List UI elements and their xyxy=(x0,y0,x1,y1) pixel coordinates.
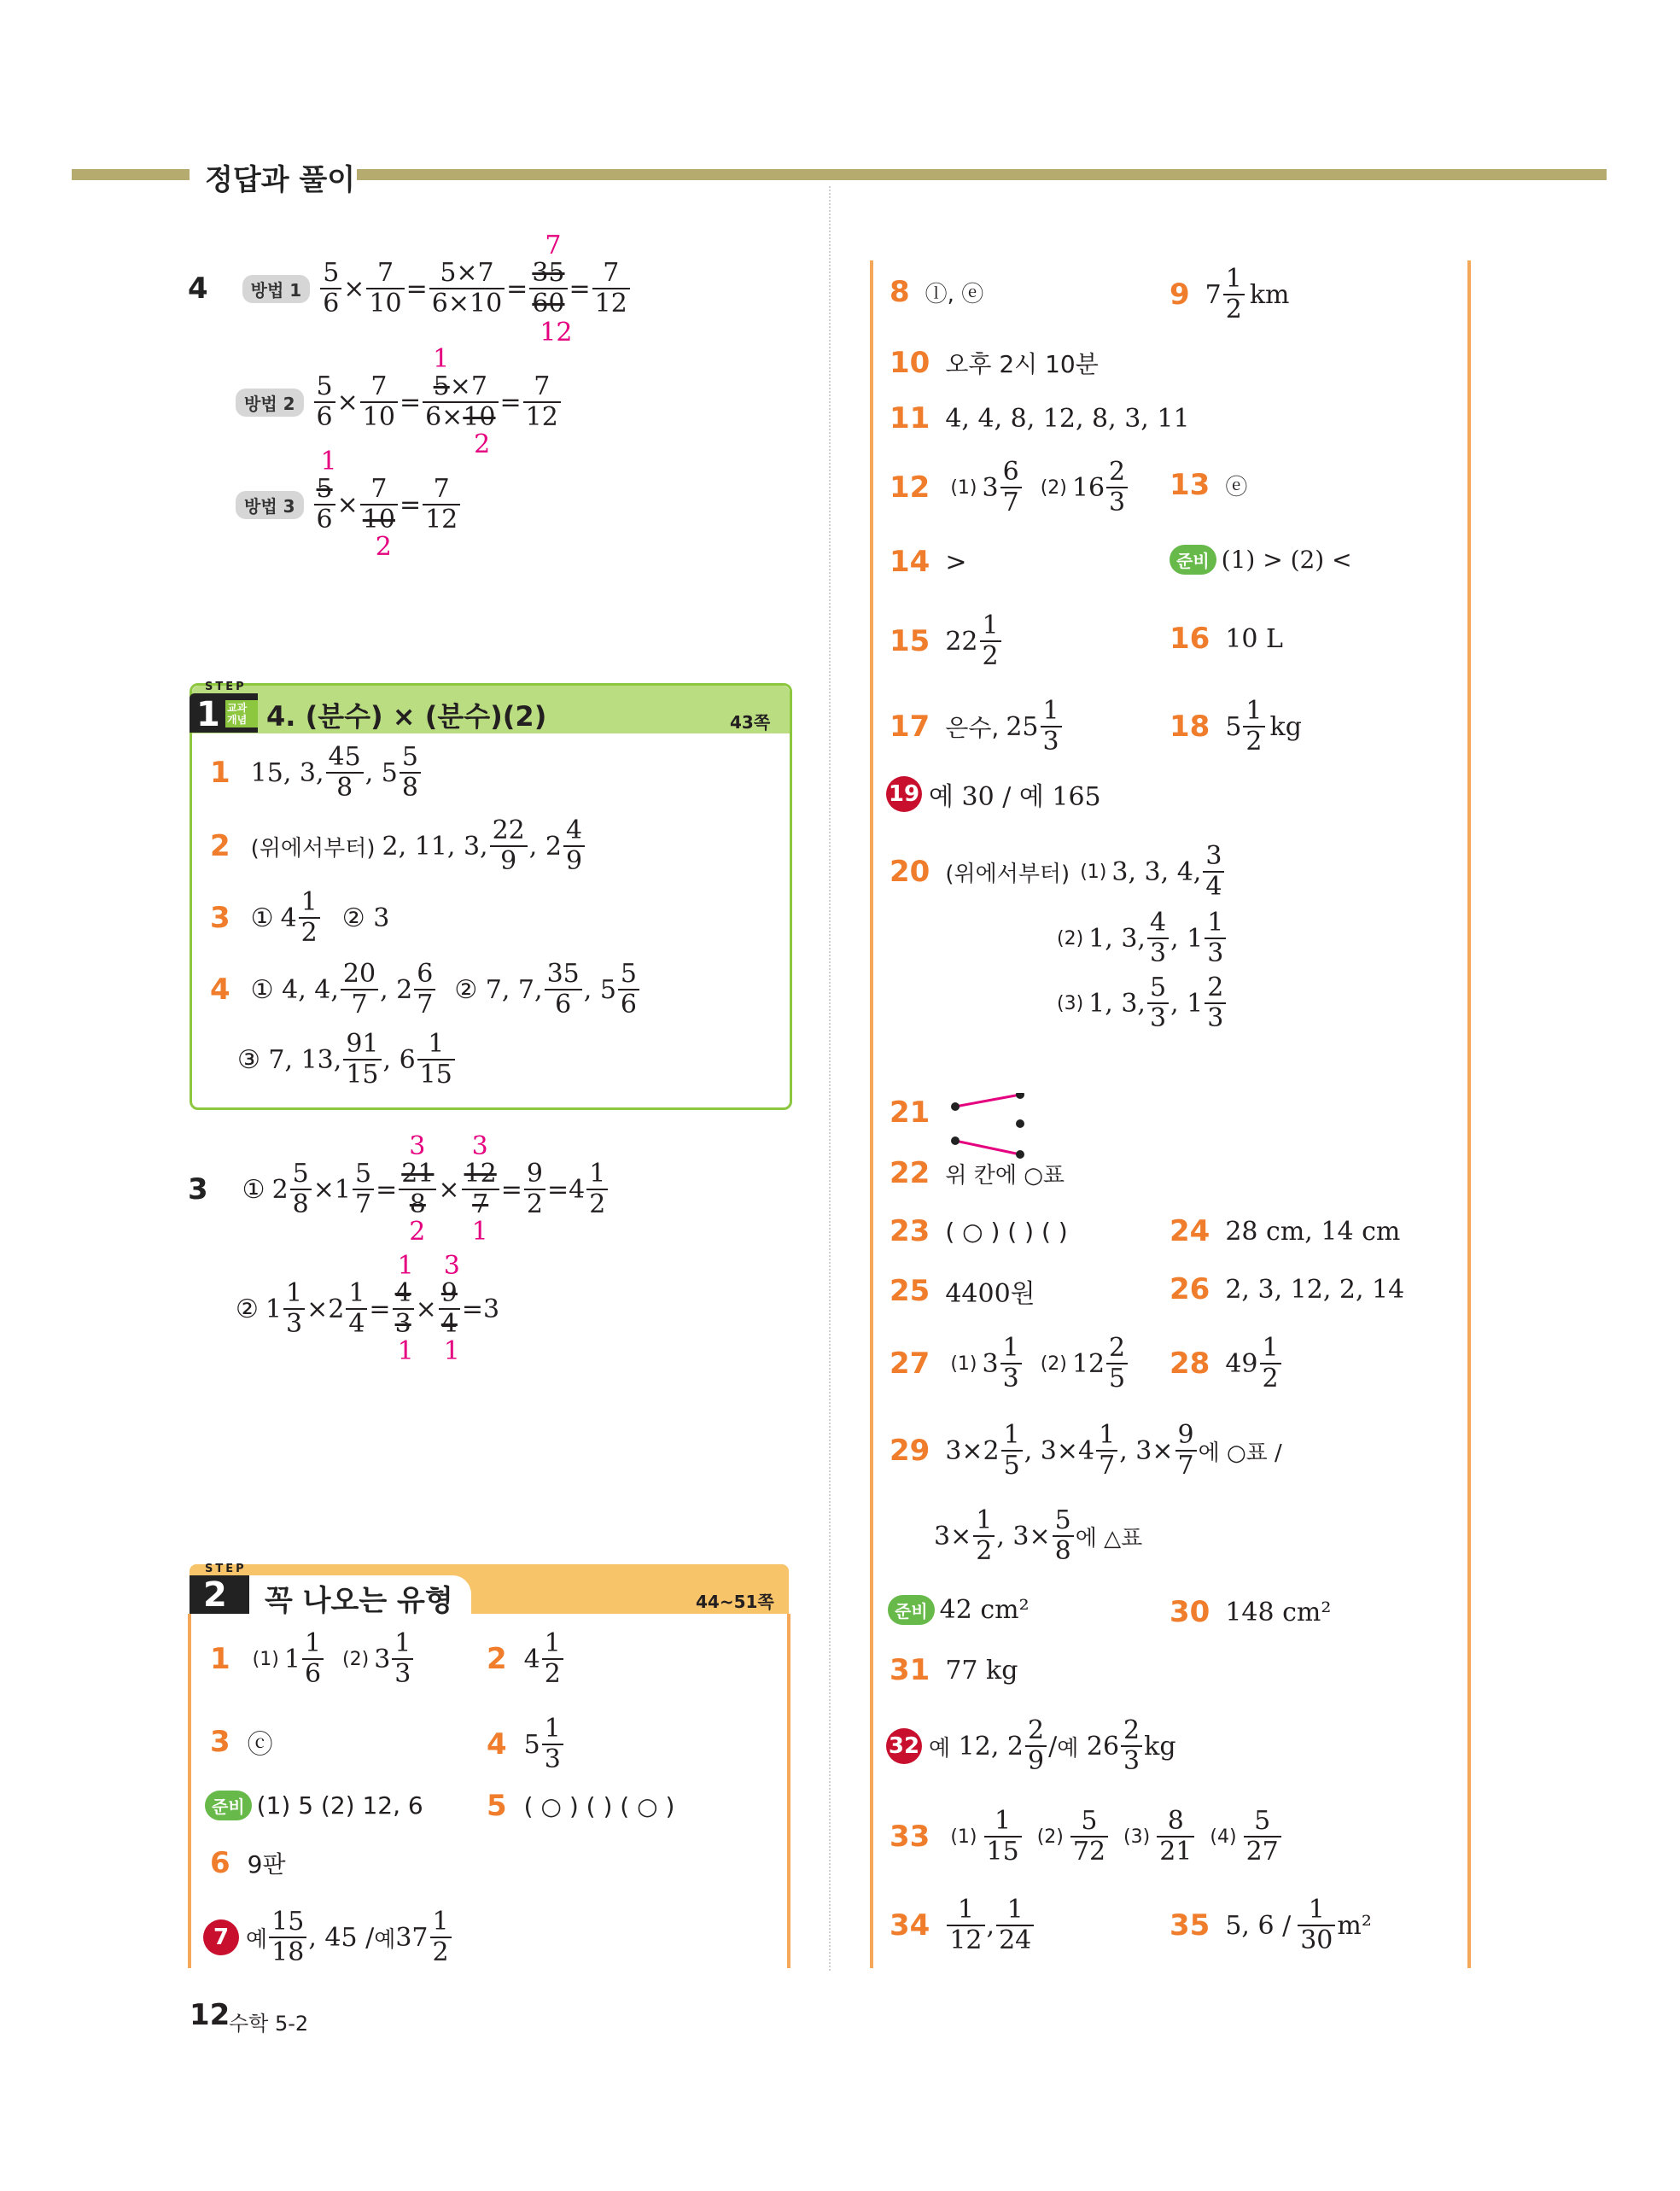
r-item28: 28 49 $\frac{1}{2}$ xyxy=(1170,1335,1283,1392)
b1-num1: 1 xyxy=(210,756,230,790)
r-item13: 13 ⓔ xyxy=(1170,468,1248,502)
r-item16: 16 10 L xyxy=(1170,622,1283,656)
r-item20-1: 20 (위에서부터) (1) 3, 3, 4, $\frac{3}{4}$ xyxy=(890,844,1226,900)
q3-line2: ② 1 $\frac{1}{3}$ ×2 $\frac{1}{4}$ = 1 4 3 1 × 3 9 4 1 =3 xyxy=(236,1251,500,1366)
step1-tag: 교과개념 xyxy=(225,700,258,727)
b1-a2-prefix: (위에서부터) xyxy=(250,835,376,862)
r-item31: 31 77 kg xyxy=(890,1653,1018,1687)
b2-num6: 6 xyxy=(210,1846,230,1880)
r-a22: 위 칸에 ○표 xyxy=(945,1162,1065,1189)
r-junbi14: 준비 (1) > (2) < xyxy=(1170,545,1352,575)
r-a24: 28 cm, 14 cm xyxy=(1225,1216,1401,1247)
r-a29-tail: 에 ○표 / xyxy=(1198,1440,1282,1466)
b2-num7-badge: 7 xyxy=(203,1919,239,1955)
r-item10: 10 오후 2시 10분 xyxy=(890,346,1099,380)
r-a29b-tail: 에 △표 xyxy=(1075,1525,1143,1551)
r-junbi30-answer: 42 cm² xyxy=(939,1595,1030,1625)
b2-item2: 2 4 $\frac{1}{2}$ xyxy=(487,1631,565,1687)
r-junbi30: 준비 42 cm² xyxy=(888,1595,1030,1625)
box1-item4: 4 ① 4, 4, $\frac{20}{7}$ , 2 $\frac{6}{7}$ ② 7, 7, $\frac{35}{6}$ , 5 $\frac{5}{6}$ xyxy=(210,961,641,1018)
r-item22: 22 위 칸에 ○표 xyxy=(890,1156,1065,1190)
step1-page: 43쪽 xyxy=(730,712,771,733)
header-bar-right xyxy=(357,169,1607,180)
box1-item4b: ③ 7, 13, $\frac{91}{15}$ , 6 $\frac{1}{15}$ xyxy=(237,1031,457,1088)
box1-item2: 2 (위에서부터) 2, 11, 3, $\frac{22}{9}$ , 2 $\frac{4}{9}$ xyxy=(210,818,586,874)
b1-a3-circle2: ② 3 xyxy=(341,903,390,933)
b2-item4: 4 5 $\frac{1}{3}$ xyxy=(487,1716,565,1773)
r-item24: 24 28 cm, 14 cm xyxy=(1170,1214,1401,1248)
r-item21: 21 xyxy=(890,1055,1039,1170)
b2-a6: 9판 xyxy=(247,1850,286,1878)
r-a30: 148 cm² xyxy=(1225,1597,1332,1627)
b1-num4: 4 xyxy=(210,973,230,1007)
r-a26: 2, 3, 12, 2, 14 xyxy=(1225,1274,1405,1305)
r-a19: 예 30 / 예 165 xyxy=(929,782,1101,812)
b2-num5: 5 xyxy=(487,1789,507,1823)
step2-left-line xyxy=(188,1614,191,1968)
r-a17-prefix: 은수, xyxy=(945,714,1000,742)
b2-num4: 4 xyxy=(487,1727,507,1762)
q3-line1: 3 ① 2 $\frac{5}{8}$ ×1 $\frac{5}{7}$ = 3 21 8 2 × 3 12 7 1 = $\frac{9}{2}$ =4 $\frac{1}{2}$ xyxy=(188,1161,610,1218)
b2-num3: 3 xyxy=(210,1725,230,1759)
b2-item3 xyxy=(210,1723,273,1761)
unit-km: km xyxy=(1249,279,1290,310)
example-mark: 예 xyxy=(246,1926,268,1953)
step2-badge xyxy=(190,1575,471,1618)
b1-a4-part3: ③ 7, 13, xyxy=(237,1044,342,1075)
r-a25: 4400원 xyxy=(945,1279,1035,1309)
step1-title: 4. (분수) × (분수)(2) xyxy=(266,700,547,733)
q4-number: 4 xyxy=(188,272,208,306)
step2-title: 꼭 나오는 유형 xyxy=(265,1584,453,1618)
b2-item7: 7 예 $\frac{15}{18}$ , 45 / 예 37 $\frac{1}{2}$ xyxy=(203,1909,453,1966)
r-item32: 32 예 12, 2 $\frac{2}{9}$ / 예 26 $\frac{2}{3}$ kg xyxy=(886,1718,1176,1774)
r-item8: 8 ⓛ, ⓔ xyxy=(890,275,984,309)
r-item33: 33 (1) $\frac{1}{15}$ (2) $\frac{5}{72}$ (3) $\frac{8}{21}$ (4) $\frac{5}{27}$ xyxy=(890,1808,1283,1865)
r-item23: 23 ( ○ ) ( ) ( ) xyxy=(890,1214,1068,1248)
r-a8: ⓛ, ⓔ xyxy=(925,281,984,307)
method3-pill: 방법 3 xyxy=(236,491,304,519)
r-item25: 25 4400원 xyxy=(890,1274,1035,1309)
step2-number: 2 xyxy=(203,1575,227,1615)
r-item19: 19 예 30 / 예 165 xyxy=(886,775,1101,813)
b1-a4-part1: ① 4, 4, xyxy=(250,974,339,1005)
step2-right-line xyxy=(787,1614,790,1968)
r-a14: > xyxy=(945,546,967,577)
r-item29a: 29 3×2 $\frac{1}{5}$ , 3×4 $\frac{1}{7}$ , 3× $\frac{9}{7}$ 에 ○표 / xyxy=(890,1420,1282,1481)
r-item35: 35 5, 6 / $\frac{1}{30}$ m² xyxy=(1170,1895,1372,1955)
r-a16: 10 L xyxy=(1225,623,1283,654)
footer-page-number: 12 xyxy=(190,1998,230,2032)
unit-m2: m² xyxy=(1337,1910,1372,1941)
step1-number: 1 xyxy=(196,695,220,734)
r-item9: 9 7 $\frac{1}{2}$ km xyxy=(1170,264,1290,324)
r-item29b: 3× $\frac{1}{2}$ , 3× $\frac{5}{8}$ 에 △표 xyxy=(934,1505,1143,1566)
q4-method2: 방법 2 $\frac{5}{6}$ × $\frac{7}{10}$ = 1 5×7 6×10 2 = $\frac{7}{12}$ xyxy=(236,374,563,430)
r-a11: 4, 4, 8, 12, 8, 3, 11 xyxy=(945,403,1190,434)
r-item27: 27 (1) 3 $\frac{1}{3}$ (2) 12 $\frac{2}{5}$ xyxy=(890,1335,1129,1392)
right-col-left-line xyxy=(870,260,873,1968)
b2-item1: 1 (1) 1 $\frac{1}{6}$ (2) 3 $\frac{1}{3}$ xyxy=(210,1631,415,1687)
b1-a3-circle1: ① xyxy=(250,903,274,933)
r-item17: 17 은수, 25 $\frac{1}{3}$ xyxy=(890,698,1064,755)
r-a13: ⓔ xyxy=(1225,474,1248,500)
q4-method1: 4 방법 1 $\frac{5}{6}$ × $\frac{7}{10}$ = $\frac{5\times 7}{6\times 10}$ = 7 35 60 12 = $\frac{7}{12}$ xyxy=(188,260,632,317)
r-item14: 14 > xyxy=(890,545,967,579)
r-item11: 11 4, 4, 8, 12, 8, 3, 11 xyxy=(890,401,1190,435)
header-bar-left xyxy=(72,169,190,180)
r-item20-2: (2) 1, 3, $\frac{4}{3}$ , 1 $\frac{1}{3}$ xyxy=(1052,910,1228,967)
r-item26: 26 2, 3, 12, 2, 14 xyxy=(1170,1272,1405,1306)
step2-label: STEP xyxy=(205,1563,247,1575)
right-col-right-line xyxy=(1467,260,1471,1968)
q3-circle1: ① xyxy=(242,1174,265,1205)
r-item12: 12 (1) 3 $\frac{6}{7}$ (2) 16 $\frac{2}{3}$ xyxy=(890,459,1129,516)
b2-item6 xyxy=(210,1846,286,1880)
box1-item3: 3 ① 4 $\frac{1}{2}$ ② 3 xyxy=(210,887,390,948)
r-item34: 34 $\frac{1}{12}$ , $\frac{1}{24}$ xyxy=(890,1897,1035,1954)
r-a20-prefix: (위에서부터) xyxy=(945,861,1070,887)
q4-method3: 방법 3 1 5 6 × 7 10 2 = $\frac{7}{12}$ xyxy=(236,476,462,533)
step2-page: 44~51쪽 xyxy=(696,1592,774,1612)
r-junbi14-answer: (1) > (2) < xyxy=(1221,546,1352,574)
b2-a3: ⓒ xyxy=(247,1730,273,1760)
b2-item5 xyxy=(487,1789,674,1823)
b2-num2: 2 xyxy=(487,1642,507,1676)
r-a35-prefix: 5, 6 / xyxy=(1225,1910,1292,1941)
r-item20-3: (3) 1, 3, $\frac{5}{3}$ , 1 $\frac{2}{3}$ xyxy=(1052,975,1228,1031)
step1-badge xyxy=(190,693,258,733)
footer-subject: 수학 5-2 xyxy=(229,2012,309,2036)
method1-pill: 방법 1 xyxy=(242,275,311,303)
b1-a1-text: 15, 3, xyxy=(250,757,324,788)
box1-item1: 1 15, 3, $\frac{45}{8}$ , 5 $\frac{5}{8}$ xyxy=(210,745,423,801)
r-a10: 오후 2시 10분 xyxy=(945,350,1099,378)
unit-kg: kg xyxy=(1269,711,1302,742)
b1-num3: 3 xyxy=(210,901,230,935)
b2-junbi-answer: (1) 5 (2) 12, 6 xyxy=(256,1791,423,1820)
r-a23: ( ○ ) ( ) ( ) xyxy=(945,1217,1068,1246)
header-title: 정답과 풀이 xyxy=(205,163,356,197)
q3-number: 3 xyxy=(188,1172,208,1207)
q3-circle2: ② xyxy=(236,1294,259,1324)
b1-a4-part2: ② 7, 7, xyxy=(454,974,543,1005)
step1-label: STEP xyxy=(205,681,247,693)
b1-a2-text: 2, 11, 3, xyxy=(382,831,488,862)
r-item18: 18 5 $\frac{1}{2}$ kg xyxy=(1170,696,1302,757)
junbi-badge: 준비 xyxy=(205,1791,252,1820)
method2-pill: 방법 2 xyxy=(236,389,304,417)
b2-junbi xyxy=(205,1791,423,1820)
b2-num1: 1 xyxy=(210,1642,230,1676)
b2-a5: ( ○ ) ( ) ( ○ ) xyxy=(523,1791,675,1820)
r-item15: 15 22 $\frac{1}{2}$ xyxy=(890,613,1003,669)
r-a31: 77 kg xyxy=(945,1655,1018,1686)
r-item30: 30 148 cm² xyxy=(1170,1595,1332,1629)
b1-num2: 2 xyxy=(210,829,230,863)
column-divider xyxy=(829,186,831,1971)
